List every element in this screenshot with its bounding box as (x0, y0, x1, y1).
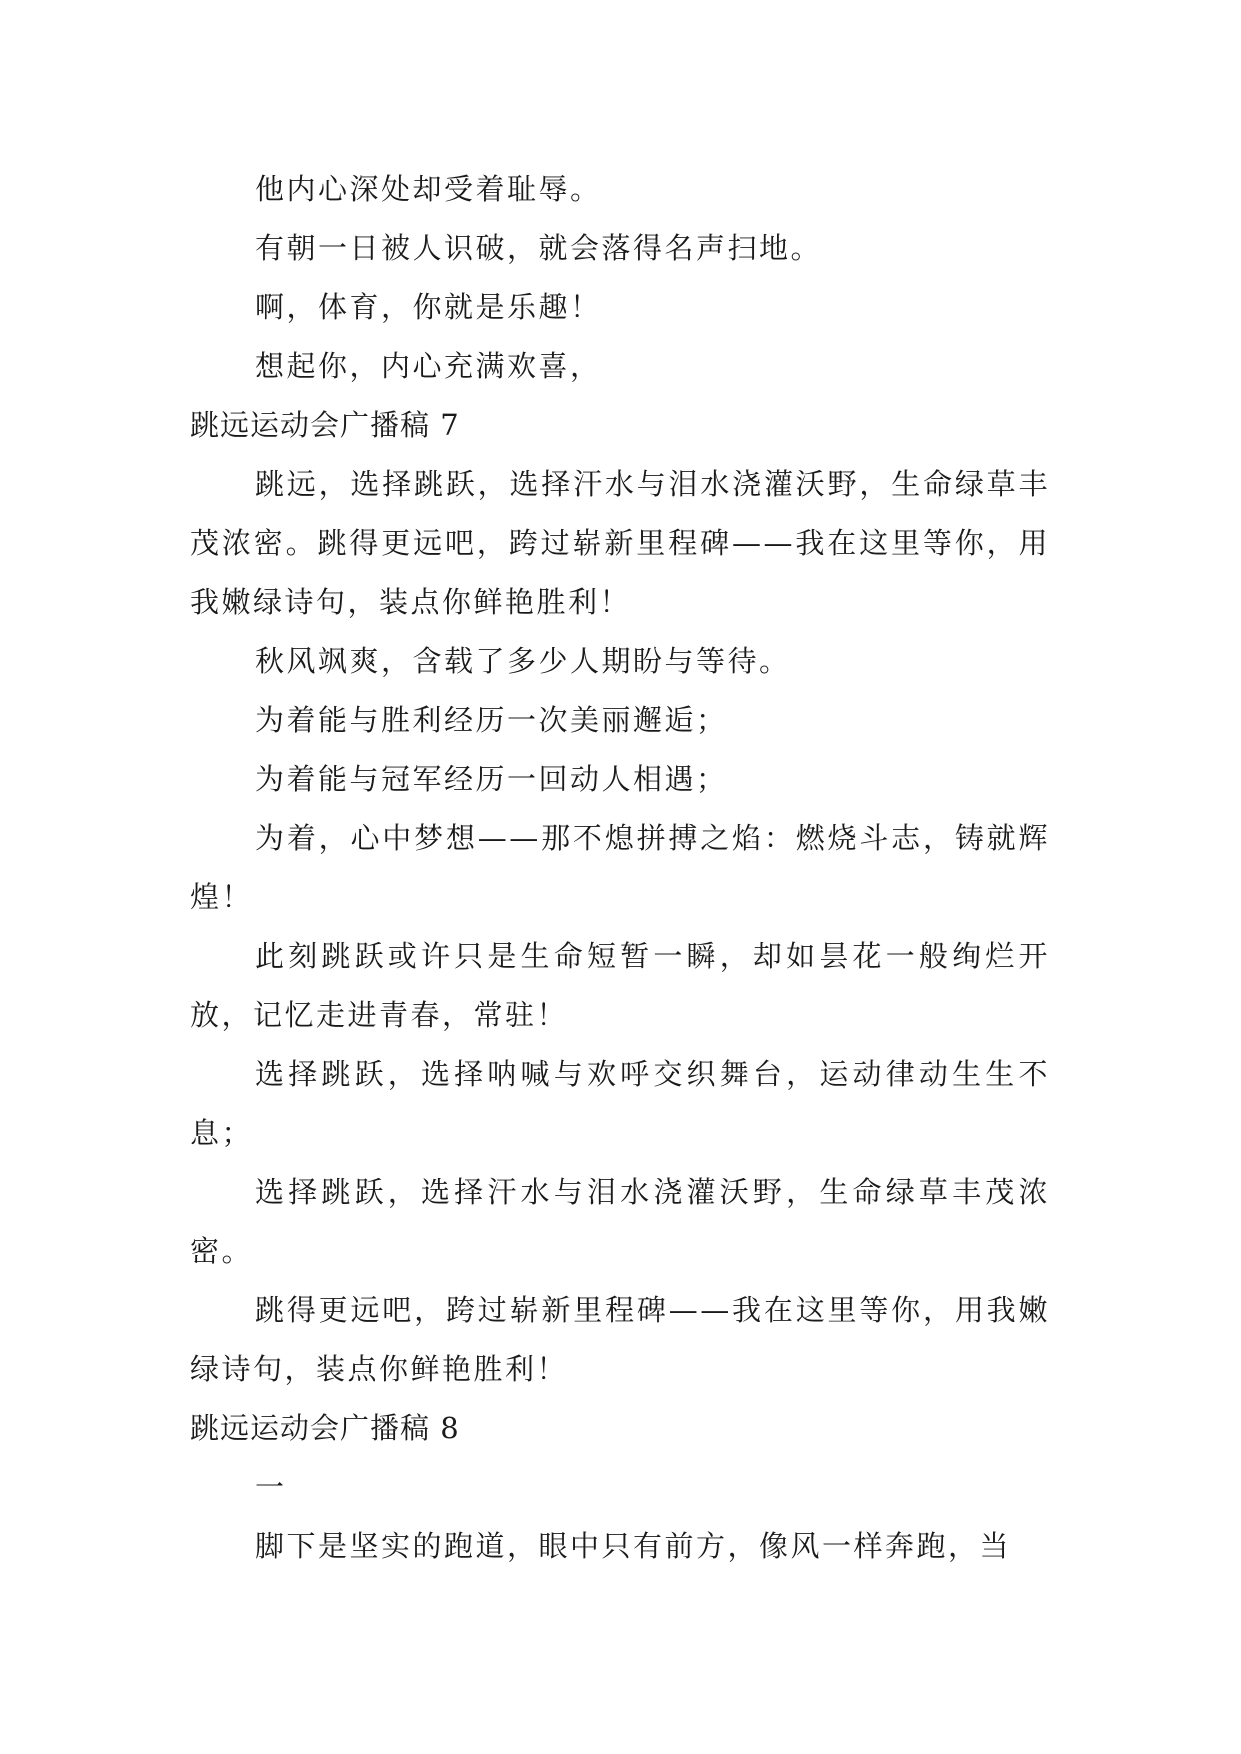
paragraph: 脚下是坚实的跑道，眼中只有前方，像风一样奔跑，当 (255, 1529, 1012, 1563)
section-heading: 跳远运动会广播稿 7 (190, 408, 460, 442)
section-heading: 跳远运动会广播稿 8 (190, 1411, 460, 1445)
paragraph: 选择跳跃，选择汗水与泪水浇灌沃野，生命绿草丰茂浓密。 (190, 1175, 1050, 1268)
paragraph: 为着能与冠军经历一回动人相遇； (255, 762, 728, 796)
paragraph: 跳得更远吧，跨过崭新里程碑——我在这里等你，用我嫩绿诗句，装点你鲜艳胜利！ (190, 1293, 1050, 1386)
paragraph: 他内心深处却受着耻辱。 (255, 172, 602, 206)
paragraph: 为着能与胜利经历一次美丽邂逅； (255, 703, 728, 737)
document-body (190, 160, 1050, 1576)
paragraph: 啊，体育，你就是乐趣！ (255, 290, 602, 324)
paragraph: 此刻跳跃或许只是生命短暂一瞬，却如昙花一般绚烂开放，记忆走进青春，常驻！ (190, 939, 1050, 1032)
paragraph: 秋风飒爽，含载了多少人期盼与等待。 (255, 644, 791, 678)
paragraph: 一 (255, 1470, 287, 1504)
paragraph: 想起你，内心充满欢喜， (255, 349, 602, 383)
paragraph: 有朝一日被人识破，就会落得名声扫地。 (255, 231, 823, 265)
paragraph: 选择跳跃，选择呐喊与欢呼交织舞台，运动律动生生不息； (190, 1057, 1050, 1150)
paragraph: 跳远，选择跳跃，选择汗水与泪水浇灌沃野，生命绿草丰茂浓密。跳得更远吧，跨过崭新里程碑——我在这里等你，用我嫩绿诗句，装点你鲜艳胜利！ (190, 467, 1050, 619)
paragraph: 为着，心中梦想——那不熄拼搏之焰：燃烧斗志，铸就辉煌！ (190, 821, 1050, 914)
